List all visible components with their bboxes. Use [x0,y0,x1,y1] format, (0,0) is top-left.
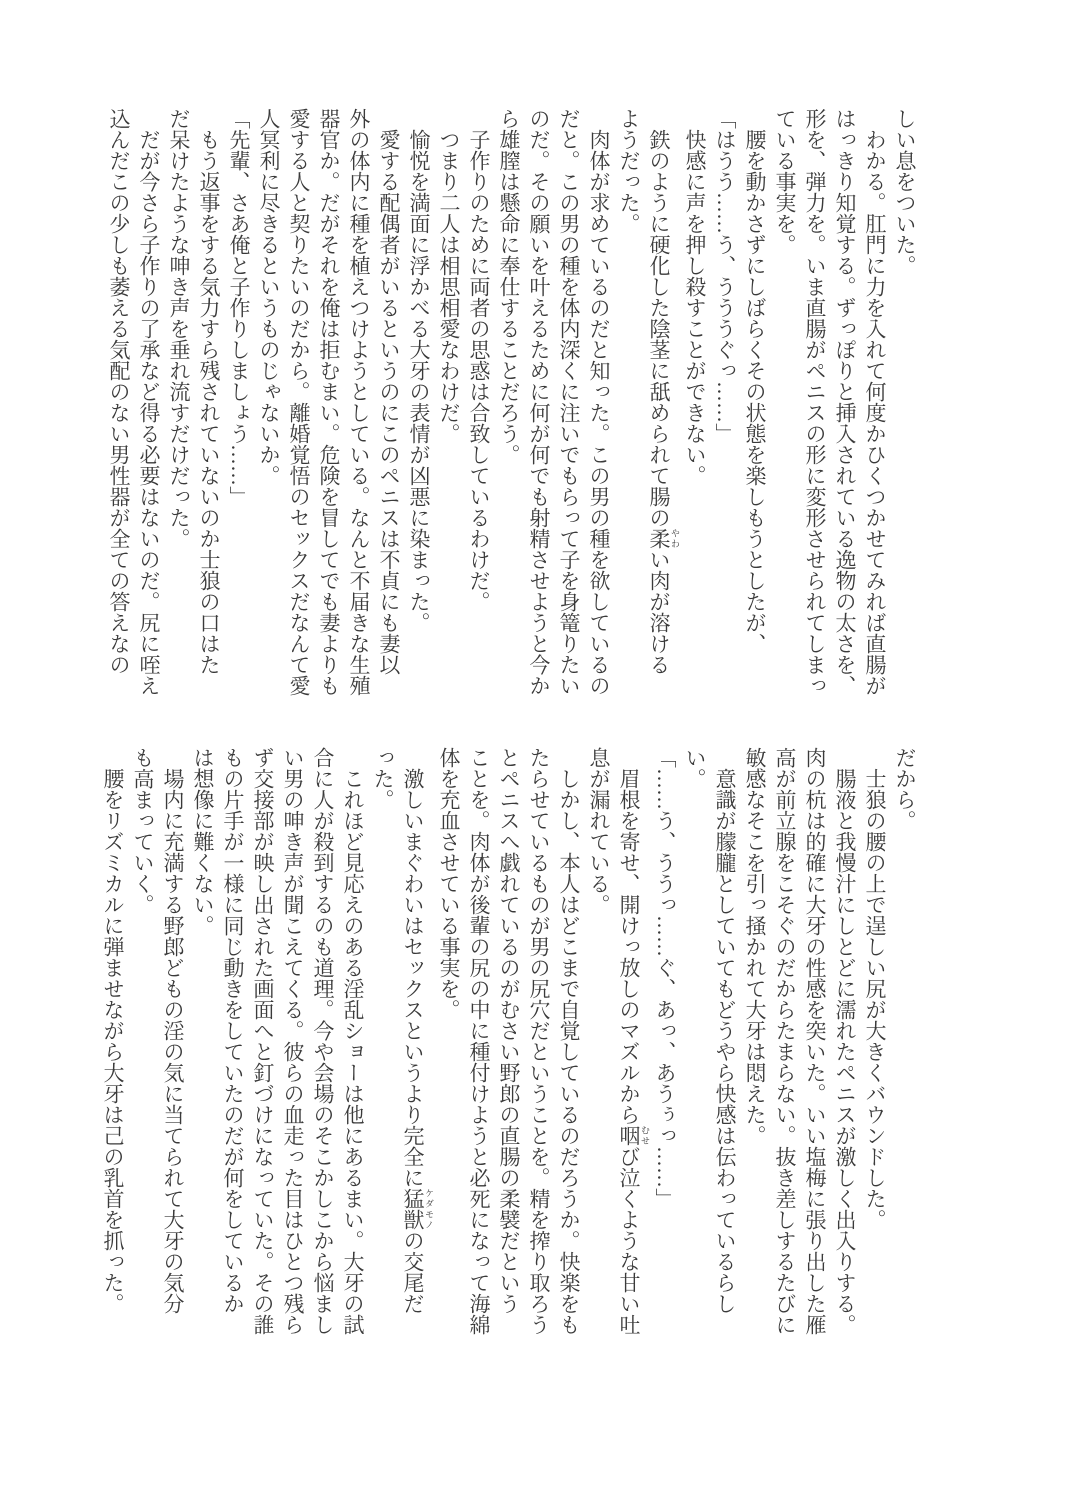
paragraph-lower-2: 士狼の腰の上で逞しい尻が大きくバウンドした。 [863,768,887,1230]
lower-text-block [98,747,920,1353]
paragraph-upper-13: もう返事をする気力すら残されていないのか士狼の口はた だ呆けたような呻き声を垂れ流すだけだった。 [167,108,221,675]
paragraph-lower-11: 腰をリズミカルに弾ませながら大牙は己の乳首を抓った。 [101,768,125,1314]
paragraph-lower-7: しかし、本人はどこまで自覚しているのだろうか。快楽をも たらせているものが男の尻穴だということを。精を搾り取ろう とペニスへ戯れているのがむさい野郎の直腸の柔襞だという ことを。肉体が後輩の尻の中に種付けようと必死になって海綿 体を充血させている事実を。 [437,747,581,1335]
paragraph-lower-10: 場内に充満する野郎どもの淫の気に当てられて大牙の気分 も高まっていく。 [131,747,185,1314]
paragraph-lower-5: 「……う、ううっ……ぐ、あっ、あうぅっ……」 [653,747,677,1209]
paragraph-lower-8: 激しいまぐわいはセックスというより完全に猛獣 ケダモノの交尾だ った。 [371,747,434,1314]
paragraph-upper-8: 子作りのために両者の思惑は合致しているわけだ。 [467,129,491,612]
paragraph-upper-5: 快感に声を押し殺すことができない。 [683,129,707,486]
paragraph-upper-7: 肉体が求めているのだと知った。この男の種を欲しているの だと。この男の種を体内深くに注いでもらって子を身篭りたい のだ。その願いを叶えるために何が何でも射精させようと今か ら雄膣は懸命に奉仕することだろう。 [497,108,611,696]
paragraph-lower-3: 腸液と我慢汁にしとどに濡れたペニスが激しく出入りする。 肉の杭は的確に大牙の性感を突いた。いい塩梅に張り出した雁 高が前立腺をこそぐのだからたまらない。抜き差しするたびに 敏感なそこを引っ掻かれて大牙は悶えた。 [743,747,857,1335]
upper-text-block [104,108,920,714]
paragraph-lower-6: 眉根を寄せ、開けっ放しのマズルから咽 むせび泣くような甘い吐 息が漏れている。 [587,747,650,1335]
paragraph-upper-11: 愛する配偶者がいるというのにこのペニスは不貞にも妻以 外の体内に種を植えつけようとしている。なんと不届きな生殖 器官か。だがそれを俺は拒むまい。危険を冒してでも妻よりも 愛する人と契りたいのだから。離婚覚悟のセックスだなんて愛 人冥利に尽きるというものじゃないか。 [257,108,401,696]
paragraph-upper-3: 腰を動かさずにしばらくその状態を楽しもうとしたが、 [743,129,767,654]
paragraph-upper-1: しい息をついた。 [893,108,917,276]
paragraph-upper-9: つまり二人は相思相愛なわけだ。 [437,129,461,444]
paragraph-lower-4: 意識が朦朧としていてもどうやら快感は伝わっているらし い。 [683,747,737,1314]
paragraph-upper-6: 鉄のように硬化した陰茎に舐められて腸の柔 やわい肉が溶ける ようだった。 [617,108,680,675]
paragraph-upper-12: 「先輩、さあ俺と子作りしましょう……」 [227,108,251,507]
paragraph-lower-9: これほど見応えのある淫乱ショーは他にあるまい。大牙の試 合に人が殺到するのも道理。今や会場のそこかしこから悩まし い男の呻き声が聞こえてくる。彼らの血走った目はひとつ残ら ず交接部が映し出された画面へと釘づけになっていた。その誰 もの片手が一様に同じ動きをしていたのだが何をしているか は想像に難くない。 [191,747,365,1335]
paragraph-lower-1: だから。 [893,747,917,831]
paragraph-upper-2: わかる。肛門に力を入れて何度かひくつかせてみれば直腸が はっきり知覚する。ずっぽりと挿入されている逸物の太さを、 形を、弾力を。いま直腸がペニスの形に変形させられてしまっ ている事実を。 [773,108,887,696]
paragraph-upper-10: 愉悦を満面に浮かべる大牙の表情が凶悪に染まった。 [407,129,431,633]
paragraph-upper-14: だが今さら子作りの了承など得る必要はないのだ。尻に咥え 込んだこの少しも萎える気配のない男性器が全ての答えなの [107,108,161,696]
paragraph-upper-4: 「はうう……う、うううぐっ……」 [713,108,737,444]
